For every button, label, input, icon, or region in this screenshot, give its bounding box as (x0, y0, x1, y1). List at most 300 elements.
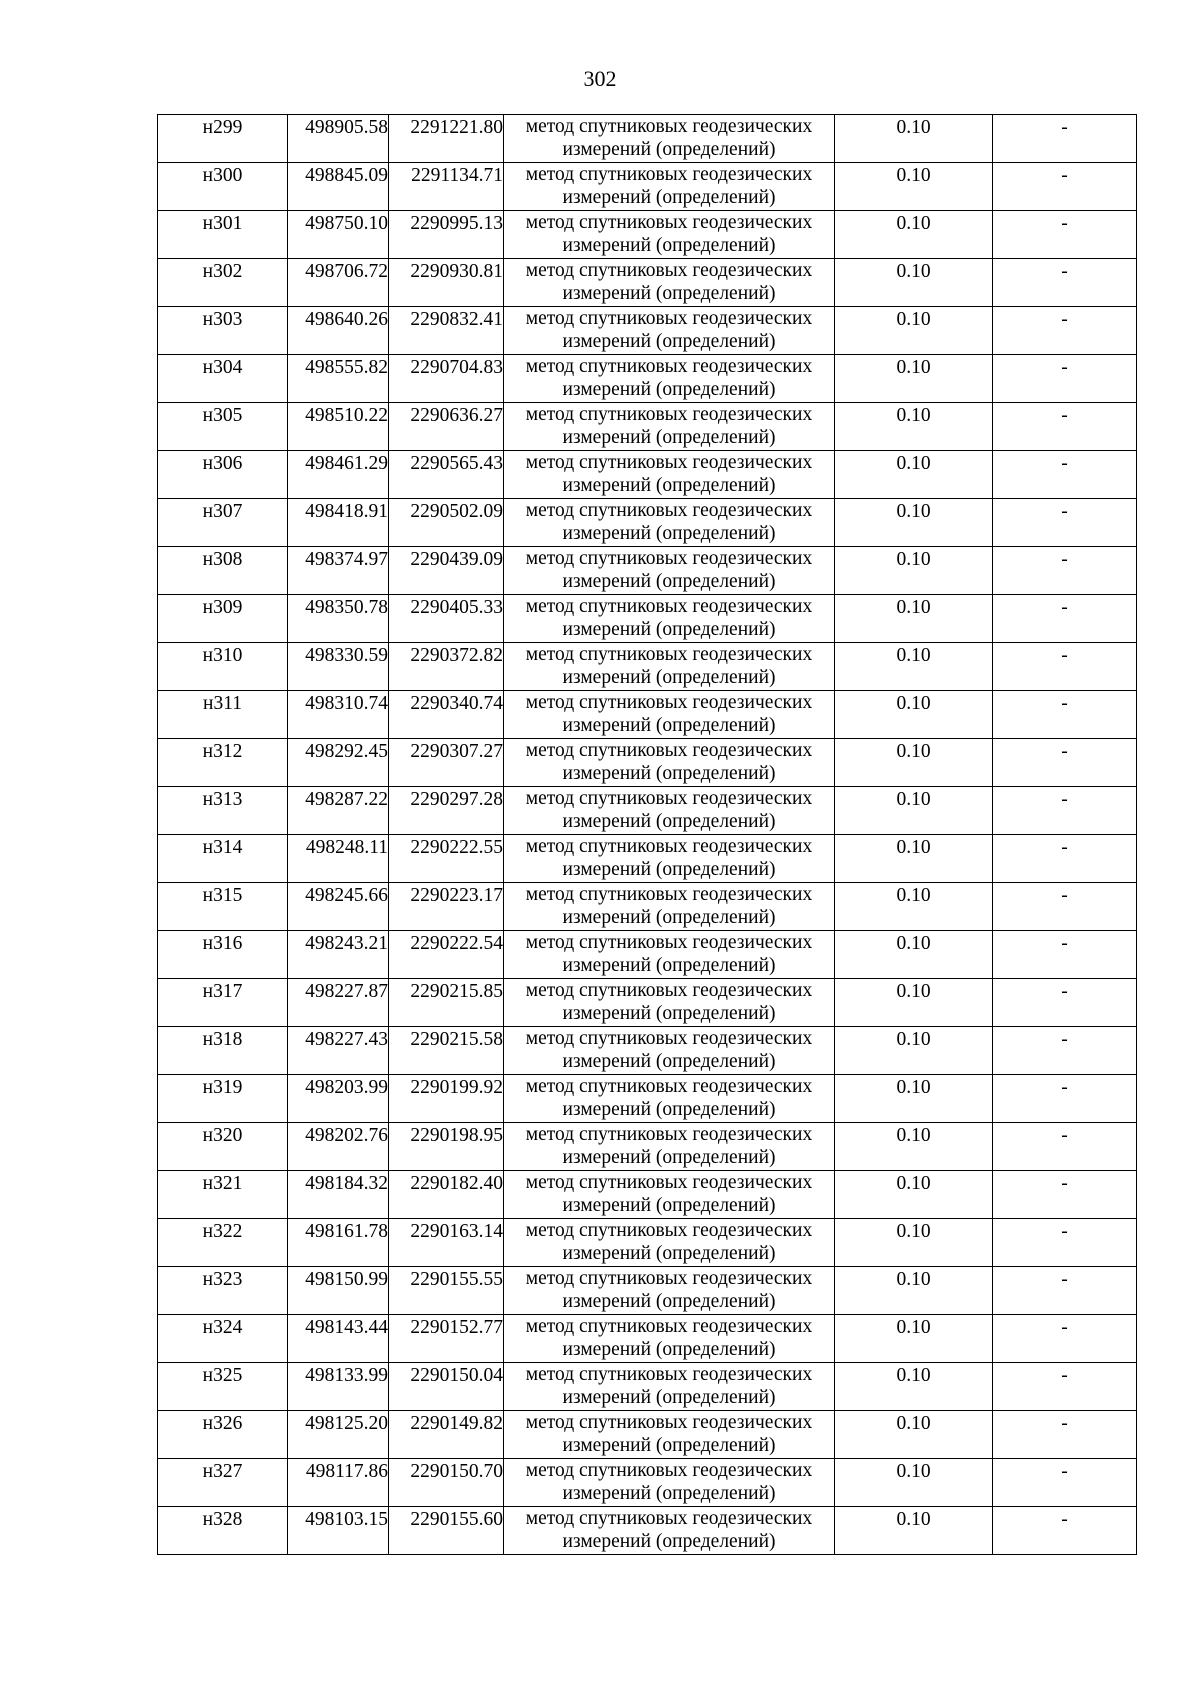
point-name-cell (158, 403, 288, 451)
description-text: - (1061, 645, 1068, 666)
accuracy-cell (835, 1171, 993, 1219)
accuracy-text: 0.10 (896, 213, 931, 234)
description-text: - (1061, 1461, 1068, 1482)
method-text-line: метод спутниковых геодезических (525, 1076, 813, 1097)
method-cell (504, 595, 835, 643)
method-cell (504, 1363, 835, 1411)
y-coordinate-cell (389, 211, 504, 259)
point-name-text: н309 (202, 597, 243, 618)
description-text: - (1061, 165, 1068, 186)
description-text: - (1061, 933, 1068, 954)
description-text: - (1061, 1173, 1068, 1194)
description-text: - (1061, 1317, 1068, 1338)
method-cell (504, 1267, 835, 1315)
description-cell (993, 1363, 1137, 1411)
x-coordinate-text: 498750.10 (305, 213, 388, 234)
point-name-text: н304 (202, 357, 243, 378)
point-name-text: н315 (202, 885, 243, 906)
method-text-line: метод спутниковых геодезических (525, 500, 813, 521)
table-row (158, 499, 1137, 547)
accuracy-cell (835, 1027, 993, 1075)
x-coordinate-cell (288, 451, 389, 499)
point-name-text: н313 (202, 789, 243, 810)
method-cell (504, 1171, 835, 1219)
description-text: - (1061, 549, 1068, 570)
table-row (158, 595, 1137, 643)
description-text: - (1061, 1221, 1068, 1242)
y-coordinate-cell (389, 1123, 504, 1171)
method-text-line: метод спутниковых геодезических (525, 1124, 813, 1145)
method-cell (504, 1075, 835, 1123)
accuracy-text: 0.10 (896, 933, 931, 954)
y-coordinate-cell (389, 547, 504, 595)
point-name-cell (158, 883, 288, 931)
method-text-line: измерений (определений) (562, 1339, 776, 1360)
y-coordinate-cell (389, 307, 504, 355)
x-coordinate-cell (288, 355, 389, 403)
method-cell (504, 499, 835, 547)
y-coordinate-text: 2290405.33 (410, 597, 503, 618)
y-coordinate-text: 2290163.14 (410, 1221, 503, 1242)
x-coordinate-cell (288, 835, 389, 883)
x-coordinate-text: 498143.44 (305, 1317, 388, 1338)
method-cell (504, 835, 835, 883)
point-name-text: н323 (202, 1269, 243, 1290)
description-cell (993, 835, 1137, 883)
description-cell (993, 883, 1137, 931)
x-coordinate-cell (288, 979, 389, 1027)
x-coordinate-text: 498125.20 (305, 1413, 388, 1434)
x-coordinate-text: 498248.11 (305, 837, 388, 858)
method-text-line: измерений (определений) (562, 427, 776, 448)
y-coordinate-text: 2290297.28 (410, 789, 503, 810)
description-cell (993, 931, 1137, 979)
y-coordinate-cell (389, 979, 504, 1027)
y-coordinate-text: 2290439.09 (410, 549, 503, 570)
accuracy-text: 0.10 (896, 453, 931, 474)
y-coordinate-cell (389, 1315, 504, 1363)
method-cell (504, 403, 835, 451)
method-text-line: метод спутниковых геодезических (525, 164, 813, 185)
method-text-line: метод спутниковых геодезических (525, 260, 813, 281)
method-text-line: измерений (определений) (562, 955, 776, 976)
method-cell (504, 1507, 835, 1555)
method-text-line: метод спутниковых геодезических (525, 308, 813, 329)
x-coordinate-text: 498555.82 (305, 357, 388, 378)
x-coordinate-cell (288, 499, 389, 547)
page-number: 302 (583, 66, 617, 91)
method-text-line: метод спутниковых геодезических (525, 1172, 813, 1193)
accuracy-text: 0.10 (896, 645, 931, 666)
y-coordinate-text: 2290150.70 (410, 1461, 503, 1482)
table-row (158, 739, 1137, 787)
x-coordinate-cell (288, 1075, 389, 1123)
method-text-line: метод спутниковых геодезических (525, 356, 813, 377)
point-name-cell (158, 259, 288, 307)
description-cell (993, 1219, 1137, 1267)
accuracy-cell (835, 643, 993, 691)
x-coordinate-text: 498706.72 (305, 261, 388, 282)
accuracy-text: 0.10 (896, 1461, 931, 1482)
description-cell (993, 451, 1137, 499)
description-text: - (1061, 1125, 1068, 1146)
method-text-line: измерений (определений) (562, 811, 776, 832)
method-text-line: измерений (определений) (562, 763, 776, 784)
method-text-line: метод спутниковых геодезических (525, 980, 813, 1001)
accuracy-text: 0.10 (896, 1077, 931, 1098)
accuracy-cell (835, 1219, 993, 1267)
description-text: - (1061, 213, 1068, 234)
x-coordinate-cell (288, 1267, 389, 1315)
table-row (158, 307, 1137, 355)
method-text-line: метод спутниковых геодезических (525, 1028, 813, 1049)
point-name-cell (158, 1507, 288, 1555)
method-cell (504, 1027, 835, 1075)
description-text: - (1061, 501, 1068, 522)
table-row (158, 163, 1137, 211)
point-name-cell (158, 643, 288, 691)
description-text: - (1061, 1269, 1068, 1290)
method-cell (504, 1411, 835, 1459)
y-coordinate-cell (389, 1027, 504, 1075)
y-coordinate-cell (389, 787, 504, 835)
accuracy-cell (835, 355, 993, 403)
method-cell (504, 643, 835, 691)
y-coordinate-cell (389, 1411, 504, 1459)
method-cell (504, 307, 835, 355)
y-coordinate-text: 2290149.82 (410, 1413, 503, 1434)
method-cell (504, 979, 835, 1027)
method-text-line: измерений (определений) (562, 1435, 776, 1456)
method-text-line: метод спутниковых геодезических (525, 788, 813, 809)
description-cell (993, 1267, 1137, 1315)
x-coordinate-cell (288, 1411, 389, 1459)
method-text-line: измерений (определений) (562, 619, 776, 640)
accuracy-text: 0.10 (896, 789, 931, 810)
method-cell (504, 451, 835, 499)
y-coordinate-text: 2290307.27 (410, 741, 503, 762)
method-text-line: метод спутниковых геодезических (525, 116, 813, 137)
point-name-text: н302 (202, 261, 243, 282)
x-coordinate-cell (288, 163, 389, 211)
accuracy-cell (835, 451, 993, 499)
accuracy-text: 0.10 (896, 597, 931, 618)
y-coordinate-cell (389, 1075, 504, 1123)
point-name-cell (158, 355, 288, 403)
y-coordinate-text: 2290222.54 (410, 933, 503, 954)
point-name-cell (158, 1411, 288, 1459)
x-coordinate-text: 498330.59 (305, 645, 388, 666)
point-name-text: н319 (202, 1077, 243, 1098)
accuracy-cell (835, 739, 993, 787)
accuracy-text: 0.10 (896, 261, 931, 282)
y-coordinate-text: 2290222.55 (410, 837, 503, 858)
accuracy-cell (835, 691, 993, 739)
method-text-line: измерений (определений) (562, 331, 776, 352)
description-cell (993, 979, 1137, 1027)
description-cell (993, 1315, 1137, 1363)
point-name-text: н314 (202, 837, 243, 858)
x-coordinate-text: 498350.78 (305, 597, 388, 618)
method-text-line: измерений (определений) (562, 379, 776, 400)
y-coordinate-text: 2290565.43 (410, 453, 503, 474)
method-cell (504, 211, 835, 259)
point-name-text: н328 (202, 1509, 243, 1530)
y-coordinate-text: 2290995.13 (410, 213, 503, 234)
x-coordinate-text: 498103.15 (305, 1509, 388, 1530)
point-name-text: н322 (202, 1221, 243, 1242)
x-coordinate-cell (288, 1027, 389, 1075)
x-coordinate-cell (288, 1507, 389, 1555)
table-row (158, 1171, 1137, 1219)
accuracy-text: 0.10 (896, 1317, 931, 1338)
table-row (158, 835, 1137, 883)
accuracy-cell (835, 1507, 993, 1555)
accuracy-text: 0.10 (896, 1029, 931, 1050)
table-row (158, 787, 1137, 835)
accuracy-cell (835, 259, 993, 307)
description-cell (993, 1507, 1137, 1555)
point-name-cell (158, 1267, 288, 1315)
accuracy-text: 0.10 (896, 309, 931, 330)
x-coordinate-cell (288, 259, 389, 307)
point-name-cell (158, 931, 288, 979)
description-cell (993, 115, 1137, 163)
x-coordinate-text: 498510.22 (305, 405, 388, 426)
x-coordinate-text: 498227.87 (305, 981, 388, 1002)
point-name-cell (158, 835, 288, 883)
method-text-line: метод спутниковых геодезических (525, 452, 813, 473)
table-row (158, 259, 1137, 307)
x-coordinate-cell (288, 403, 389, 451)
method-text-line: метод спутниковых геодезических (525, 1508, 813, 1529)
point-name-text: н306 (202, 453, 243, 474)
point-name-text: н325 (202, 1365, 243, 1386)
x-coordinate-text: 498117.86 (305, 1461, 388, 1482)
description-cell (993, 307, 1137, 355)
point-name-cell (158, 595, 288, 643)
method-text-line: измерений (определений) (562, 907, 776, 928)
coordinates-table (157, 114, 1137, 1555)
description-cell (993, 595, 1137, 643)
table-row (158, 979, 1137, 1027)
accuracy-text: 0.10 (896, 165, 931, 186)
point-name-text: н307 (202, 501, 243, 522)
x-coordinate-cell (288, 1219, 389, 1267)
point-name-text: н326 (202, 1413, 243, 1434)
method-text-line: метод спутниковых геодезических (525, 1460, 813, 1481)
y-coordinate-text: 2290832.41 (410, 309, 503, 330)
x-coordinate-cell (288, 1459, 389, 1507)
x-coordinate-text: 498640.26 (305, 309, 388, 330)
y-coordinate-cell (389, 883, 504, 931)
description-text: - (1061, 789, 1068, 810)
description-cell (993, 163, 1137, 211)
description-cell (993, 211, 1137, 259)
table-row (158, 691, 1137, 739)
point-name-text: н320 (202, 1125, 243, 1146)
point-name-cell (158, 739, 288, 787)
point-name-cell (158, 307, 288, 355)
method-text-line: метод спутниковых геодезических (525, 212, 813, 233)
y-coordinate-cell (389, 835, 504, 883)
x-coordinate-text: 498461.29 (305, 453, 388, 474)
description-cell (993, 787, 1137, 835)
description-cell (993, 547, 1137, 595)
x-coordinate-cell (288, 211, 389, 259)
x-coordinate-text: 498245.66 (305, 885, 388, 906)
y-coordinate-text: 2290152.77 (410, 1317, 503, 1338)
accuracy-cell (835, 787, 993, 835)
y-coordinate-text: 2290502.09 (410, 501, 503, 522)
accuracy-cell (835, 979, 993, 1027)
method-cell (504, 787, 835, 835)
method-cell (504, 931, 835, 979)
point-name-text: н312 (202, 741, 243, 762)
method-text-line: измерений (определений) (562, 571, 776, 592)
accuracy-text: 0.10 (896, 1365, 931, 1386)
x-coordinate-cell (288, 643, 389, 691)
table-row (158, 355, 1137, 403)
method-text-line: измерений (определений) (562, 235, 776, 256)
method-text-line: метод спутниковых геодезических (525, 884, 813, 905)
x-coordinate-cell (288, 1171, 389, 1219)
point-name-text: н316 (202, 933, 243, 954)
y-coordinate-text: 2290930.81 (410, 261, 503, 282)
x-coordinate-cell (288, 1123, 389, 1171)
y-coordinate-cell (389, 643, 504, 691)
x-coordinate-text: 498227.43 (305, 1029, 388, 1050)
accuracy-text: 0.10 (896, 1125, 931, 1146)
x-coordinate-text: 498202.76 (305, 1125, 388, 1146)
point-name-text: н305 (202, 405, 243, 426)
description-text: - (1061, 1077, 1068, 1098)
accuracy-text: 0.10 (896, 693, 931, 714)
x-coordinate-cell (288, 883, 389, 931)
table-row (158, 1459, 1137, 1507)
accuracy-cell (835, 595, 993, 643)
accuracy-text: 0.10 (896, 1221, 931, 1242)
point-name-cell (158, 1171, 288, 1219)
y-coordinate-text: 2290198.95 (410, 1125, 503, 1146)
accuracy-text: 0.10 (896, 405, 931, 426)
accuracy-cell (835, 307, 993, 355)
description-cell (993, 499, 1137, 547)
point-name-cell (158, 451, 288, 499)
accuracy-cell (835, 883, 993, 931)
method-text-line: метод спутниковых геодезических (525, 1268, 813, 1289)
description-cell (993, 1171, 1137, 1219)
accuracy-cell (835, 1267, 993, 1315)
method-text-line: метод спутниковых геодезических (525, 1220, 813, 1241)
description-text: - (1061, 309, 1068, 330)
method-text-line: метод спутниковых геодезических (525, 644, 813, 665)
y-coordinate-text: 2290199.92 (410, 1077, 503, 1098)
method-cell (504, 883, 835, 931)
accuracy-text: 0.10 (896, 549, 931, 570)
x-coordinate-cell (288, 787, 389, 835)
y-coordinate-cell (389, 355, 504, 403)
description-text: - (1061, 1365, 1068, 1386)
accuracy-cell (835, 499, 993, 547)
method-text-line: измерений (определений) (562, 1147, 776, 1168)
point-name-cell (158, 1123, 288, 1171)
method-text-line: измерений (определений) (562, 1003, 776, 1024)
y-coordinate-cell (389, 115, 504, 163)
method-cell (504, 355, 835, 403)
accuracy-text: 0.10 (896, 837, 931, 858)
y-coordinate-cell (389, 163, 504, 211)
point-name-text: н308 (202, 549, 243, 570)
description-cell (993, 643, 1137, 691)
table-row (158, 1075, 1137, 1123)
method-cell (504, 1459, 835, 1507)
point-name-cell (158, 1075, 288, 1123)
y-coordinate-cell (389, 499, 504, 547)
y-coordinate-text: 2290223.17 (410, 885, 503, 906)
accuracy-text: 0.10 (896, 1269, 931, 1290)
method-text-line: измерений (определений) (562, 1099, 776, 1120)
description-text: - (1061, 117, 1068, 138)
point-name-cell (158, 499, 288, 547)
accuracy-text: 0.10 (896, 501, 931, 522)
method-text-line: измерений (определений) (562, 283, 776, 304)
table-row (158, 1315, 1137, 1363)
point-name-text: н318 (202, 1029, 243, 1050)
x-coordinate-cell (288, 739, 389, 787)
method-text-line: метод спутниковых геодезических (525, 932, 813, 953)
method-text-line: измерений (определений) (562, 1483, 776, 1504)
description-text: - (1061, 261, 1068, 282)
x-coordinate-text: 498150.99 (305, 1269, 388, 1290)
y-coordinate-cell (389, 1219, 504, 1267)
accuracy-text: 0.10 (896, 741, 931, 762)
point-name-cell (158, 211, 288, 259)
x-coordinate-text: 498184.32 (305, 1173, 388, 1194)
y-coordinate-text: 2290215.85 (410, 981, 503, 1002)
table-row (158, 883, 1137, 931)
accuracy-cell (835, 1363, 993, 1411)
method-text-line: измерений (определений) (562, 187, 776, 208)
x-coordinate-text: 498287.22 (305, 789, 388, 810)
method-text-line: измерений (определений) (562, 1531, 776, 1552)
x-coordinate-text: 498161.78 (305, 1221, 388, 1242)
method-cell (504, 691, 835, 739)
method-text-line: измерений (определений) (562, 667, 776, 688)
y-coordinate-cell (389, 931, 504, 979)
x-coordinate-text: 498292.45 (305, 741, 388, 762)
x-coordinate-cell (288, 1315, 389, 1363)
accuracy-cell (835, 1123, 993, 1171)
x-coordinate-text: 498310.74 (305, 693, 388, 714)
x-coordinate-cell (288, 931, 389, 979)
table-row (158, 1411, 1137, 1459)
method-text-line: измерений (определений) (562, 475, 776, 496)
x-coordinate-text: 498905.58 (305, 117, 388, 138)
accuracy-cell (835, 1075, 993, 1123)
description-text: - (1061, 741, 1068, 762)
description-cell (993, 1459, 1137, 1507)
accuracy-cell (835, 1459, 993, 1507)
method-text-line: измерений (определений) (562, 523, 776, 544)
table-row (158, 1123, 1137, 1171)
x-coordinate-cell (288, 595, 389, 643)
accuracy-text: 0.10 (896, 1173, 931, 1194)
x-coordinate-text: 498418.91 (305, 501, 388, 522)
description-cell (993, 1075, 1137, 1123)
description-cell (993, 739, 1137, 787)
method-text-line: измерений (определений) (562, 715, 776, 736)
